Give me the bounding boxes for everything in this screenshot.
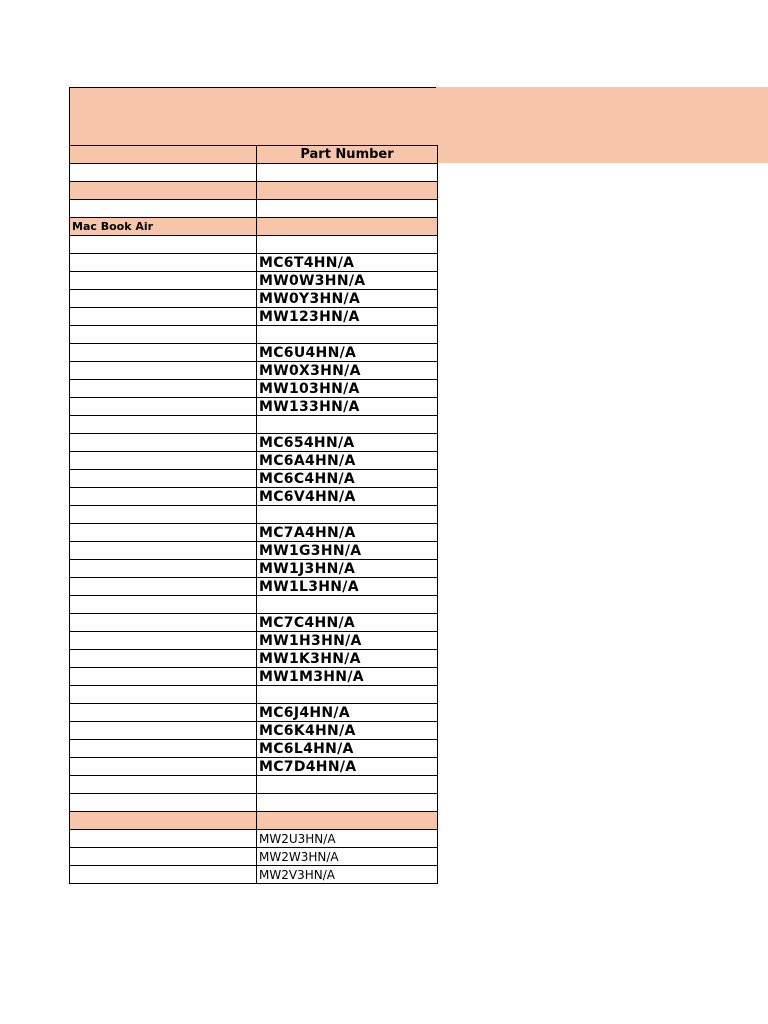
part-number-cell[interactable]: MC654HN/A	[257, 434, 438, 452]
table-row	[70, 182, 438, 200]
part-number-cell[interactable]: MW1G3HN/A	[257, 542, 438, 560]
table-row	[70, 830, 438, 848]
table-row	[70, 506, 438, 524]
table-row	[70, 704, 438, 722]
label-cell[interactable]	[70, 506, 257, 524]
label-cell[interactable]	[70, 794, 257, 812]
part-number-cell[interactable]: MC7A4HN/A	[257, 524, 438, 542]
part-number-cell[interactable]: MC6A4HN/A	[257, 452, 438, 470]
label-cell[interactable]	[70, 470, 257, 488]
label-cell[interactable]	[70, 614, 257, 632]
table-row	[70, 164, 438, 182]
label-cell[interactable]	[70, 326, 257, 344]
part-number-cell[interactable]	[257, 326, 438, 344]
part-number-cell[interactable]: MC6C4HN/A	[257, 470, 438, 488]
table-row	[70, 776, 438, 794]
label-cell[interactable]	[70, 866, 257, 884]
table-row	[70, 866, 438, 884]
part-number-cell[interactable]: MW2U3HN/A	[257, 830, 438, 848]
table-row	[70, 758, 438, 776]
table-row	[70, 380, 438, 398]
label-cell[interactable]	[70, 146, 257, 164]
part-number-cell[interactable]: MC6U4HN/A	[257, 344, 438, 362]
label-cell[interactable]	[70, 596, 257, 614]
part-number-cell[interactable]: MC6K4HN/A	[257, 722, 438, 740]
part-number-cell[interactable]: MW1M3HN/A	[257, 668, 438, 686]
label-cell[interactable]	[70, 380, 257, 398]
part-number-header[interactable]: Part Number	[257, 146, 438, 164]
label-cell[interactable]	[70, 200, 257, 218]
part-number-cell[interactable]: MW103HN/A	[257, 380, 438, 398]
label-cell[interactable]	[70, 524, 257, 542]
part-number-cell[interactable]	[257, 182, 438, 200]
label-cell[interactable]	[70, 758, 257, 776]
table-row	[70, 668, 438, 686]
part-number-cell[interactable]: MC7C4HN/A	[257, 614, 438, 632]
header-top-border	[69, 87, 436, 88]
part-number-cell[interactable]: MW1H3HN/A	[257, 632, 438, 650]
label-cell[interactable]	[70, 362, 257, 380]
label-cell[interactable]	[70, 632, 257, 650]
table-row	[70, 146, 438, 164]
label-cell[interactable]	[70, 686, 257, 704]
table-row	[70, 596, 438, 614]
table-row	[70, 632, 438, 650]
group-label-cell[interactable]: Mac Book Air	[70, 218, 257, 236]
table-row	[70, 560, 438, 578]
table-row	[70, 290, 438, 308]
table-row	[70, 614, 438, 632]
part-number-cell[interactable]: MW1L3HN/A	[257, 578, 438, 596]
label-cell[interactable]	[70, 812, 257, 830]
label-cell[interactable]	[70, 776, 257, 794]
part-number-cell[interactable]: MW0Y3HN/A	[257, 290, 438, 308]
part-number-cell[interactable]: MW1J3HN/A	[257, 560, 438, 578]
label-cell[interactable]	[70, 560, 257, 578]
label-cell[interactable]	[70, 236, 257, 254]
label-cell[interactable]	[70, 434, 257, 452]
label-cell[interactable]	[70, 344, 257, 362]
table-row	[70, 542, 438, 560]
table-row	[70, 686, 438, 704]
label-cell[interactable]	[70, 668, 257, 686]
part-number-cell[interactable]	[257, 506, 438, 524]
table-row	[70, 794, 438, 812]
part-number-cell[interactable]	[257, 686, 438, 704]
label-cell[interactable]	[70, 182, 257, 200]
part-number-cell[interactable]: MW2V3HN/A	[257, 866, 438, 884]
table-row	[70, 398, 438, 416]
table-row	[70, 272, 438, 290]
table-row	[70, 236, 438, 254]
table-row	[70, 308, 438, 326]
part-number-cell[interactable]	[257, 200, 438, 218]
table-row	[70, 812, 438, 830]
table-row	[70, 326, 438, 344]
label-cell[interactable]	[70, 740, 257, 758]
part-number-cell[interactable]: MW123HN/A	[257, 308, 438, 326]
table-row	[70, 488, 438, 506]
table-row	[70, 722, 438, 740]
label-cell[interactable]	[70, 398, 257, 416]
part-number-cell[interactable]: MW0X3HN/A	[257, 362, 438, 380]
header-left-border	[69, 87, 70, 145]
part-number-cell[interactable]: MC6V4HN/A	[257, 488, 438, 506]
part-number-cell[interactable]	[257, 218, 438, 236]
label-cell[interactable]	[70, 416, 257, 434]
label-cell[interactable]	[70, 650, 257, 668]
part-number-cell[interactable]	[257, 776, 438, 794]
label-cell[interactable]	[70, 704, 257, 722]
part-number-cell[interactable]	[257, 794, 438, 812]
part-number-cell[interactable]	[257, 812, 438, 830]
table-row	[70, 254, 438, 272]
label-cell[interactable]	[70, 164, 257, 182]
label-cell[interactable]	[70, 290, 257, 308]
table-row	[70, 434, 438, 452]
table-row	[70, 650, 438, 668]
label-cell[interactable]	[70, 272, 257, 290]
table-row	[70, 470, 438, 488]
table-row	[70, 344, 438, 362]
part-number-cell[interactable]	[257, 164, 438, 182]
part-number-cell[interactable]: MW133HN/A	[257, 398, 438, 416]
label-cell[interactable]	[70, 830, 257, 848]
part-number-cell[interactable]	[257, 596, 438, 614]
label-cell[interactable]	[70, 254, 257, 272]
part-number-table	[69, 145, 438, 884]
label-cell[interactable]	[70, 542, 257, 560]
label-cell[interactable]	[70, 848, 257, 866]
part-number-cell[interactable]: MC7D4HN/A	[257, 758, 438, 776]
table-row	[70, 578, 438, 596]
part-number-cell[interactable]: MC6L4HN/A	[257, 740, 438, 758]
table-row	[70, 452, 438, 470]
table-row	[70, 200, 438, 218]
table-row	[70, 362, 438, 380]
part-number-cell[interactable]: MC6J4HN/A	[257, 704, 438, 722]
table-row	[70, 524, 438, 542]
part-number-cell[interactable]	[257, 416, 438, 434]
part-number-cell[interactable]	[257, 236, 438, 254]
table-row	[70, 740, 438, 758]
label-cell[interactable]	[70, 488, 257, 506]
label-cell[interactable]	[70, 722, 257, 740]
table-row	[70, 416, 438, 434]
part-number-cell[interactable]: MW1K3HN/A	[257, 650, 438, 668]
table-row	[70, 218, 438, 236]
label-cell[interactable]	[70, 308, 257, 326]
part-number-cell[interactable]: MW2W3HN/A	[257, 848, 438, 866]
table-row	[70, 848, 438, 866]
label-cell[interactable]	[70, 452, 257, 470]
part-number-cell[interactable]: MW0W3HN/A	[257, 272, 438, 290]
label-cell[interactable]	[70, 578, 257, 596]
part-number-cell[interactable]: MC6T4HN/A	[257, 254, 438, 272]
